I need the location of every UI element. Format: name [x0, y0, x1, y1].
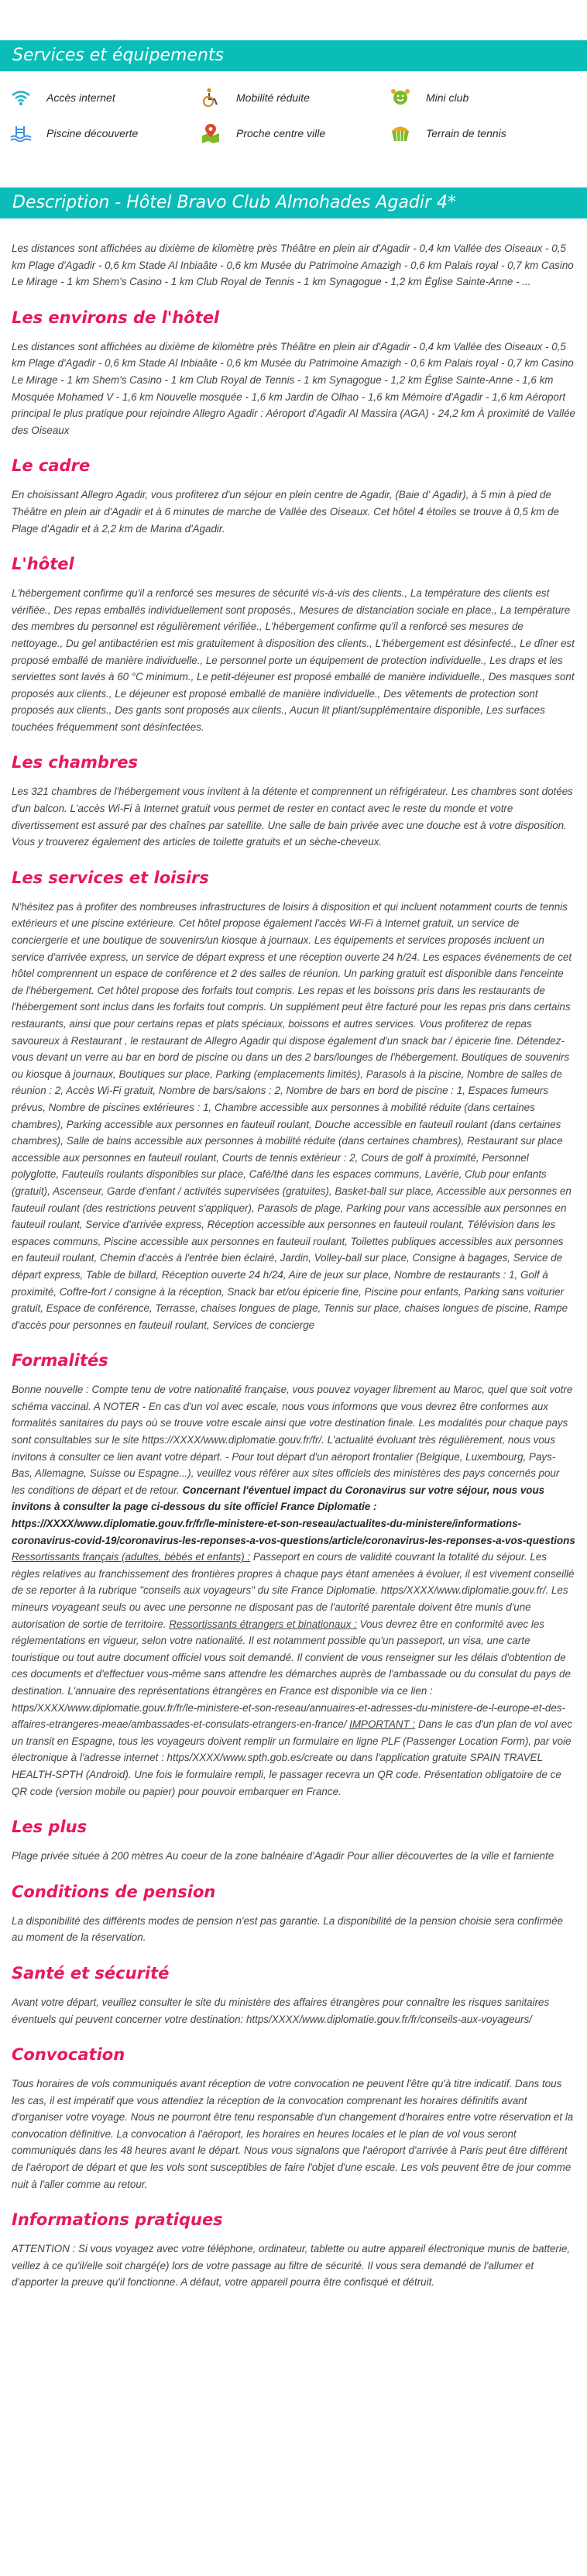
formalites-francais-heading: Ressortissants français (adultes, bébés et enfants) : — [12, 1551, 251, 1563]
amenity-piscine — [9, 122, 199, 144]
amenity-label: Proche centre ville — [236, 127, 326, 139]
section-title-plus: Les plus — [12, 1818, 88, 1837]
amenity-label: Piscine découverte — [46, 127, 139, 139]
section-text-cadre: En choisissant Allegro Agadir, vous profiterez d'un séjour en plein centre de Agadir, (Baie d' Agadir), à 5 min à pied de Théâtre en plein air d'Agadir et à 6 minutes de marche de Vallée des Oiseaux. Cet hôtel 4 étoiles se trouve à 0,5 km de Plage d'Agadir et à 2,2 km de Marina d'Agadir. — [12, 489, 559, 535]
map-pin-icon — [199, 123, 222, 143]
section-text-environs: Les distances sont affichées au dixième de kilomètre près Théâtre en plein air d'Agadir - 0,4 km Vallée des Oiseaux - 0,5 km Plage d'Agadir - 0,6 km Stade Al Inbiaâte - 0,6 km Musée du Patrimoine Amazigh - 0,6 km Palais royal - 0,7 km Casino Le Mirage - 1 km Shem's Casino - 1 km Club Royal de Tennis - 1 km Synagogue - 1,2 km Église Sainte-Anne - 1,6 km Mosquée Mohamed V - 1,6 km Nouvelle mosquée - 1,6 km Jardin de Olhao - 1,6 km Mémoire d'Agadir - 1,6 km Aéroport principal le plus pratique pour rejoindre Allegro Agadir : Aéroport d'Agadir Al Massira (AGA) - 24,2 km À proximité de Vallée des Oiseaux — [12, 340, 575, 436]
formalites-etrangers-text: Vous devrez être en conformité avec les réglementations en vigueur, selon votre nationalité. Il est notamment possible qu'un passeport, un visa, une carte touristique ou tout autre document officiel vous soit demandé. Il convient de vous renseigner sur les délais d'obtention de ces documents et d'effectuer vous-même sans attendre les démarches auprès de l'ambassade ou du consulat du pays de destination. L'annuaire des représentations étrangères en France est disponible via ce lien : https/XXXX/www.diplomatie.gouv.fr/fr/le-ministere-et-son-reseau/annuaires-et-adresses-du-ministere-de-l-europe-et-des-affaires-etrangeres-meae/ambassades-et-consulats-etrangers-en-france/ — [12, 1618, 571, 1731]
amenity-label: Terrain de tennis — [426, 127, 506, 139]
formalites-important-heading: IMPORTANT : — [349, 1718, 416, 1731]
section-text-convocation: Tous horaires de vols communiqués avant réception de votre convocation ne peuvent l'être qu'à titre indicatif. Dans tous les cas, il est impératif que vous attendiez la réception de la convocation comprenant les horaires définitifs avant d'organiser votre voyage. Nous ne pourront être tenu responsable d'un changement d'horaires entre votre réservation et la convocation définitive. La convocation à l'aéroport, les horaires en heures locales et le plan de vol vous seront communiqués dans les 48 heures avant le départ. Nous vous signalons que l'aéroport d'arrivée à Paris peut être différent de l'aéroport de départ et que les vols sont susceptibles de faire l'objet d'une escale. Les vols peuvent être de jour comme nuit à l'aller comme au retour. — [12, 2078, 574, 2190]
tennis-icon — [389, 123, 412, 143]
section-text-pratiques: ATTENTION : Si vous voyagez avec votre téléphone, ordinateur, tablette ou autre appareil électronique munis de batterie, veillez à ce qu'il/elle soit chargé(e) lors de votre passage au filtre de sécurité. Il vous sera demandé de l'allumer et d'apporter la preuve qu'il fonctionne. A défaut, votre appareil pourra être confisqué et détruit. — [12, 2243, 571, 2289]
section-title-pratiques: Informations pratiques — [12, 2210, 223, 2230]
amenity-mini-club — [389, 87, 575, 108]
section-title-environs: Les environs de l'hôtel — [12, 308, 220, 327]
section-text-chambres: Les 321 chambres de l'hébergement vous invitent à la détente et comprennent un réfrigérateur. Les chambres sont dotées d'un balcon. L'accès Wi-Fi à Internet gratuit vous permet de rester en contact avec le reste du monde et votre divertissement est assuré par des chaînes par satellite. Une salle de bain privée avec une douche est à votre disposition. Vous y trouverez également des articles de toilette gratuits et un sèche-cheveux. — [12, 786, 573, 848]
formalites-francais-text: Passeport en cours de validité couvrant la totalité du séjour. Les règles relatives au franchissement des frontières propres à chaque pays étant amenées à évoluer, il est vivement conseillé de se reporter à la rubrique "conseils aux voyageurs" du site France Diplomatie. https/XXXX/www.diplomatie.gouv.fr/. Les mineurs voyageant seuls ou avec une personne ne disposant pas de l'autorité parentale doivent être munis d'une autorisation de sortie de territoire. — [12, 1551, 575, 1630]
amenity-internet — [9, 87, 199, 108]
section-title-sante: Santé et sécurité — [12, 1963, 170, 1983]
amenity-label: Mini club — [426, 91, 469, 104]
description-banner: Description - Hôtel Bravo Club Almohades Agadir 4* — [0, 187, 587, 218]
section-text-formalites — [12, 1381, 575, 1800]
formalites-covid-notice: Concernant l'éventuel impact du Coronavirus sur votre séjour, nous vous invitons à consulter la page ci-dessous du site officiel France Diplomatie : https://XXXX/www.diplomatie.gouv.fr/fr/le-ministere-et-son-reseau/actualites-du-ministere/informations-coronavirus-covid-19/coronavirus-les-reponses-a-vos-questions/article/coronavirus-les-reponses-a-vos-questions — [12, 1484, 575, 1546]
section-title-convocation: Convocation — [12, 2045, 125, 2065]
section-title-chambres: Les chambres — [12, 753, 139, 772]
section-text-pension: La disponibilité des différents modes de pension n'est pas garantie. La disponibilité de la pension choisie sera confirmée au moment de la réservation. — [12, 1914, 563, 1944]
amenity-centre-ville — [199, 122, 389, 144]
section-title-formalites: Formalités — [12, 1351, 108, 1371]
amenity-label: Mobilité réduite — [236, 91, 310, 104]
amenity-mobilite — [199, 87, 389, 108]
amenity-label: Accès internet — [46, 91, 115, 104]
page — [0, 40, 587, 2576]
section-title-cadre: Le cadre — [12, 456, 91, 476]
wifi-icon — [9, 88, 33, 108]
services-banner: Services et équipements — [0, 40, 587, 71]
section-title-loisirs: Les services et loisirs — [12, 868, 209, 887]
mini-club-icon — [389, 88, 412, 108]
section-text-hotel: L'hébergement confirme qu'il a renforcé ses mesures de sécurité vis-à-vis des clients., La température des clients est vérifiée., Des repas emballés individuellement sont proposés., Mesures de distanciation sociale en place., La température des membres du personnel est régulièrement vérifiée., L'hébergement confirme qu'il a renforcé ses mesures de nettoyage., Du gel antibactérien est mis gratuitement à disposition des clients., L'hébergement est désinfecté., Le dîner est proposé emballé de manière individuelle., Le personnel porte un équipement de protection individuelle., Les draps et les serviettes sont lavés à 60 °C minimum., Le petit-déjeuner est proposé emballé de manière individuelle., Des masques sont proposés aux clients., Le déjeuner est proposé emballé de manière individuelle., Des vêtements de protection sont proposés aux clients., Des gants sont proposés aux clients., Aucun lit pliant/supplémentaire disponible, Les surfaces touchées fréquemment sont désinfectées. — [12, 587, 575, 733]
section-text-sante: Avant votre départ, veuillez consulter le site du ministère des affaires étrangères pour connaître les risques sanitaires éventuels qui peuvent concerner votre destination: https/XXXX/www.diplomatie.gouv.fr/fr/conseils-aux-voyageurs/ — [12, 1996, 550, 2025]
section-title-hotel: L'hôtel — [12, 555, 74, 574]
wheelchair-icon — [199, 88, 222, 108]
description-intro: Les distances sont affichées au dixième de kilomètre près Théâtre en plein air d'Agadir - 0,4 km Vallée des Oiseaux - 0,5 km Plage d'Agadir - 0,6 km Stade Al Inbiaâte - 0,6 km Musée du Patrimoine Amazigh - 0,6 km Palais royal - 0,7 km Casino Le Mirage - 1 km Shem's Casino - 1 km Club Royal de Tennis - 1 km Synagogue - 1,2 km Église Sainte-Anne - ... — [12, 242, 574, 288]
section-title-pension: Conditions de pension — [12, 1882, 216, 1901]
main-content — [0, 240, 587, 2291]
pool-icon — [9, 123, 33, 143]
formalites-important-text: Dans le cas d'un plan de vol avec un transit en Espagne, tous les voyageurs doivent remplir un formulaire en ligne PLF (Passenger Location Form), par voie électronique à l'adresse internet : https/XXXX/www.spth.gob.es/create ou dans l'application gratuite SPAIN TRAVEL HEALTH-SPTH (Android). Une fois le formulaire rempli, le passager recevra un QR code. Présentation obligatoire de ce QR code (version mobile ou papier) pour pouvoir embarquer en France. — [12, 1718, 573, 1797]
amenities-grid — [0, 87, 587, 144]
section-text-plus: Plage privée située à 200 mètres Au coeur de la zone balnéaire d'Agadir Pour allier découvertes de la ville et farniente — [12, 1850, 554, 1862]
section-text-loisirs: N'hésitez pas à profiter des nombreuses infrastructures de loisirs à disposition et qui incluent notamment courts de tennis extérieurs et une piscine extérieure. Cet hôtel propose également l'accès Wi-Fi à Internet gratuit, un service de conciergerie et une boutique de souvenirs/un kiosque à journaux. Les équipements et services proposés incluent un service d'arrivée express, un service de départ express et une réception ouverte 24 h/24. Les espaces événements de cet hôtel comprennent un espace de conférence et 2 des salles de réunion. Un parking gratuit est disponible dans l'enceinte de l'hébergement. Cet hôtel propose des forfaits tout compris. Les repas et les boissons pris dans les restaurants de l'hébergement sont inclus dans les forfaits tout compris. Un supplément peut être facturé pour les repas pris dans certains restaurants, ainsi que pour certains repas et plats spéciaux, boissons et autres services. Vous profiterez de repas savoureux à Restaurant , le restaurant de Allegro Agadir qui dispose également d'un snack bar / épicerie fine. Détendez-vous devant un verre au bar en bord de piscine ou dans un des 2 bars/lounges de l'hébergement. Boutiques de souvenirs ou kiosque à journaux, Boutiques sur place, Parking (emplacements limités), Parasols à la piscine, Nombre de salles de réunion : 2, Accès Wi-Fi gratuit, Nombre de bars/salons : 2, Nombre de bars en bord de piscine : 1, Espaces fumeurs prévus, Nombre de piscines extérieures : 1, Chambre accessible aux personnes à mobilité réduite (dans certaines chambres), Parking accessible aux personnes en fauteuil roulant, Douche accessible en fauteuil roulant (dans certaines chambres), Salle de bains accessible aux personnes à mobilité réduite (dans certaines chambres), Restaurant sur place accessible aux personnes en fauteuil roulant, Courts de tennis extérieur : 2, Cours de golf à proximité, Personnel polyglotte, Fauteuils roulants disponibles sur place, Café/thé dans les espaces communs, Lavérie, Club pour enfants (gratuit), Ascenseur, Garde d'enfant / activités supervisées (gratuites), Basket-ball sur place, Accessible aux personnes en fauteuil roulant (des restrictions peuvent s'appliquer), Parasols de plage, Parking pour vans accessible aux personnes en fauteuil roulant, Service d'arrivée express, Réception accessible aux personnes en fauteuil roulant, Télévision dans les espaces communs, Piscine accessible aux personnes en fauteuil roulant, Toilettes publiques accessibles aux personnes en fauteuil roulant, Chemin d'accès à l'entrée bien éclairé, Jardin, Volley-ball sur place, Consigne à bagages, Service de départ express, Table de billard, Réception ouverte 24 h/24, Aire de jeux sur place, Nombre de restaurants : 1, Golf à proximité, Coffre-fort / consigne à la réception, Snack bar et/ou épicerie fine, Piscine pour enfants, Parking sans voiturier gratuit, Espace de conférence, Terrasse, chaises longues de plage, Tennis sur place, chaises longues de piscine, Rampe d'accès pour personnes en fauteuil roulant, Services de concierge — [12, 900, 572, 1331]
amenity-tennis — [389, 122, 575, 144]
formalites-intro: Bonne nouvelle : Compte tenu de votre nationalité française, vous pouvez voyager librement au Maroc, quel que soit votre schéma vaccinal. A NOTER - En cas d'un vol avec escale, nous vous informons que vous devrez être conformes aux formalités sanitaires du pays où se trouve votre escale ainsi que votre destination finale. Les modalités pour chaque pays sont consultables sur le site https://XXXX/www.diplomatie.gouv.fr/fr/. L'actualité évoluant très régulièrement, nous vous invitons à consulter ce lien avant votre départ. - Pour tout départ d'un aéroport frontalier (Belgique, Luxembourg, Pays-Bas, Allemagne, Suisse ou Espagne...), veuillez vous référer aux sites officiels des ministères des pays concernés pour les conditions de départ et de retour. — [12, 1384, 573, 1496]
formalites-etrangers-heading: Ressortissants étrangers et binationaux : — [169, 1618, 357, 1630]
